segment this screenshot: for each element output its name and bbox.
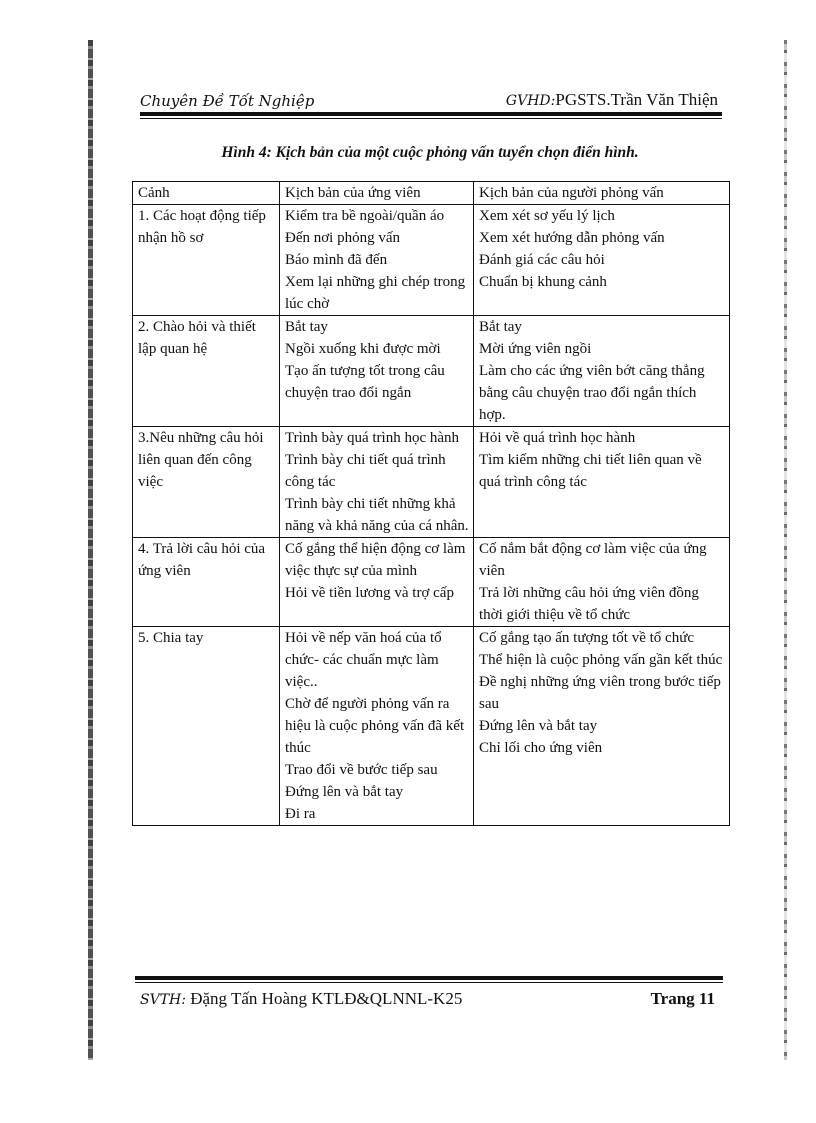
scan-edge-left [88, 40, 93, 1060]
interviewer-cell [474, 627, 730, 826]
header-left-title: Chuyên Đề Tốt Nghiệp [140, 92, 315, 110]
cell-line: Đến nơi phỏng vấn [285, 230, 400, 246]
table-row [133, 427, 730, 538]
header-right [506, 90, 718, 110]
cell-line: Ngồi xuống khi được mời [285, 341, 441, 357]
cell-line: Hỏi về tiền lương và trợ cấp [285, 585, 454, 601]
interviewer-cell [474, 205, 730, 316]
candidate-cell [280, 538, 474, 627]
column-header-interviewer: Kịch bản của người phỏng vấn [474, 182, 730, 205]
cell-line: Trình bày quá trình học hành [285, 430, 460, 446]
cell-line: Đứng lên và bắt tay [285, 784, 404, 800]
cell-line: Xem xét hướng dẫn phỏng vấn [479, 230, 665, 246]
cell-line: Báo mình đã đến [285, 252, 388, 268]
cell-line: Đánh giá các câu hỏi [479, 252, 605, 268]
footer-left-name: Đặng Tấn Hoàng KTLĐ&QLNNL-K25 [190, 989, 463, 1008]
header-rule-thin [140, 118, 722, 119]
cell-line: Chuẩn bị khung cảnh [479, 274, 607, 290]
cell-line: Tạo ấn tượng tốt trong câu chuyện trao đổi ngắn [285, 363, 445, 401]
cell-line: Trao đổi về bước tiếp sau [285, 762, 438, 778]
header-right-name: PGSTS.Trần Văn Thiện [555, 90, 718, 109]
footer-left-label: SVTH: [140, 992, 186, 1008]
column-header-scene: Cảnh [133, 182, 280, 205]
figure-title: Hình 4: Kịch bản của một cuộc phỏng vấn tuyển chọn điển hình. [221, 144, 639, 161]
cell-line: Kiểm tra bề ngoài/quần áo [285, 208, 445, 224]
cell-line: Cố nắm bắt động cơ làm việc của ứng viên [479, 541, 707, 579]
scan-edge-right [784, 40, 787, 1060]
page-footer [140, 989, 715, 1009]
cell-line: Bắt tay [285, 319, 328, 335]
cell-line: Làm cho các ứng viên bớt căng thẳng bằng câu chuyện trao đổi ngắn thích hợp. [479, 363, 705, 423]
interviewer-cell [474, 538, 730, 627]
cell-line: Chỉ lối cho ứng viên [479, 740, 603, 756]
interviewer-cell [474, 316, 730, 427]
candidate-cell [280, 316, 474, 427]
page-number: Trang 11 [650, 989, 715, 1008]
scene-cell: 5. Chia tay [133, 627, 280, 826]
cell-line: Hỏi về quá trình học hành [479, 430, 636, 446]
cell-line: Cố gắng thể hiện động cơ làm việc thực sự của mình [285, 541, 466, 579]
cell-line: Cố gắng tạo ấn tượng tốt về tổ chức [479, 630, 694, 646]
table-row [133, 627, 730, 826]
table-row [133, 316, 730, 427]
scene-cell: 4. Trả lời câu hỏi của ứng viên [133, 538, 280, 627]
candidate-cell [280, 427, 474, 538]
interview-script-table [132, 181, 730, 826]
footer-rule-thick [135, 976, 723, 980]
cell-line: Chờ để người phỏng vấn ra hiệu là cuộc phỏng vấn đã kết thúc [285, 696, 465, 756]
scene-cell: 1. Các hoạt động tiếp nhận hồ sơ [133, 205, 280, 316]
candidate-cell [280, 627, 474, 826]
table-row [133, 538, 730, 627]
column-header-candidate: Kịch bản của ứng viên [280, 182, 474, 205]
cell-line: Tìm kiếm những chi tiết liên quan về quá trình công tác [479, 452, 702, 490]
scene-cell: 2. Chào hỏi và thiết lập quan hệ [133, 316, 280, 427]
cell-line: Trình bày chi tiết những khả năng và khả năng của cá nhân. [285, 496, 469, 534]
cell-line: Bắt tay [479, 319, 522, 335]
cell-line: Trả lời những câu hỏi ứng viên đồng thời giới thiệu về tổ chức [479, 585, 699, 623]
cell-line: Xem lại những ghi chép trong lúc chờ [285, 274, 466, 312]
cell-line: Hỏi về nếp văn hoá của tổ chức- các chuẩn mực làm việc.. [285, 630, 442, 690]
cell-line: Mời ứng viên ngồi [479, 341, 592, 357]
cell-line: Đề nghị những ứng viên trong bước tiếp sau [479, 674, 721, 712]
cell-line: Đi ra [285, 806, 316, 822]
footer-left [140, 989, 462, 1009]
candidate-cell [280, 205, 474, 316]
footer-rule-thin [135, 982, 723, 983]
scene-cell: 3.Nêu những câu hỏi liên quan đến công việc [133, 427, 280, 538]
page-header [140, 86, 718, 110]
header-right-label: GVHD: [505, 93, 556, 109]
cell-line: Xem xét sơ yếu lý lịch [479, 208, 615, 224]
table-row [133, 205, 730, 316]
cell-line: Đứng lên và bắt tay [479, 718, 598, 734]
table-header-row [133, 182, 730, 205]
interviewer-cell [474, 427, 730, 538]
cell-line: Thể hiện là cuộc phỏng vấn gần kết thúc [479, 652, 723, 668]
cell-line: Trình bày chi tiết quá trình công tác [285, 452, 446, 490]
header-rule-thick [140, 112, 722, 116]
